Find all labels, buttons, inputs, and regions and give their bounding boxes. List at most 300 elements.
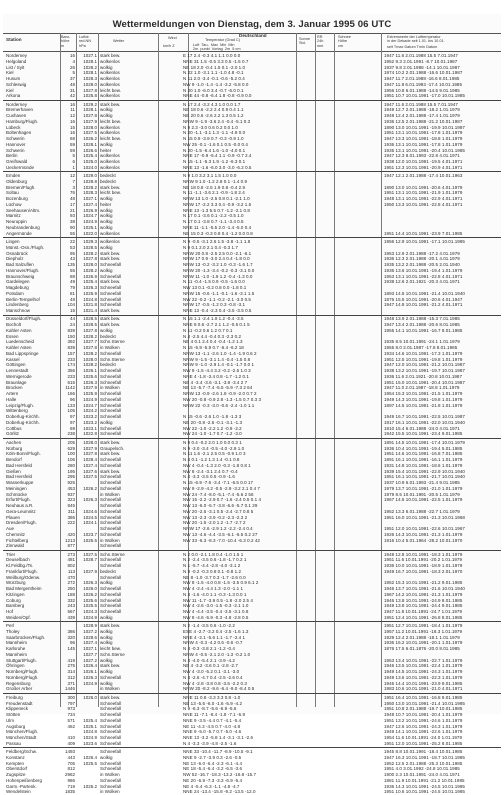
pressure-value: 1028.2 — [83, 350, 97, 356]
temperature-extremes: 1948 12.8 10.01.1991 -18.3 1.01.1979 — [384, 551, 463, 557]
measurement-values: NNW 9 1.0 -1.2 2.8 0.1 -1.4 0.9 — [183, 178, 248, 184]
temperature-extremes: 1936 10.4 10.01.1991 -19.4 5.01.1985 — [384, 445, 463, 451]
pressure-value: 1027.8 — [83, 345, 97, 351]
measurement-values: E 17 2.4 -0.3 4.1 1.1 0.0 0.0 — [183, 53, 241, 58]
baro-height: 419 — [67, 657, 75, 663]
station-name: Norderney — [6, 53, 28, 58]
pressure-value: 1026.0 — [83, 586, 97, 592]
station-name: München/Flugh. — [6, 729, 39, 735]
pressure-value: 1024.3 — [83, 609, 97, 615]
weather-condition: Schneefall — [100, 574, 122, 580]
temperature-extremes: 1946 13.8 10.01.1991 -24.9 8.01.1985 — [384, 597, 463, 603]
station-name: Gießen — [6, 468, 21, 474]
temperature-extremes: 1939 15.4 10.01.1991 -22.9 10.01.1940 — [384, 468, 465, 474]
weather-condition: wolkig — [100, 640, 113, 646]
baro-height: 188 — [67, 591, 75, 597]
pressure-value: 1027.2 — [83, 628, 97, 634]
weather-condition: Schneefall — [100, 497, 122, 503]
pressure-value: 1028.1 — [83, 58, 97, 64]
pressure-value: 1026.3 — [83, 379, 97, 385]
temperature-extremes: 1951 16.1 10.01.1991 -21.7 10.01.1940 — [384, 474, 465, 480]
measurement-values: NE 20 0.6 -2.6 2.2 1.3 0.5 1.2 — [183, 113, 244, 119]
measurement-values: NNW 9 -1.0 -2.9 1.4 -0.1 -1.7 0.0 1 — [183, 362, 255, 368]
temperature-extremes: 1926 14.3 10.01.1991 -21.3 1.01.1979 — [384, 531, 463, 537]
pressure-value: 1028.2 — [83, 267, 97, 273]
station-name: Wasserkuppe — [6, 480, 34, 485]
temperature-extremes: 1951 12.3 10.01.1991 -20.9 4.01.1971 — [384, 164, 463, 170]
baro-height: 22 — [69, 239, 75, 245]
baro-height: 439 — [67, 614, 75, 620]
baro-height: 166 — [67, 391, 75, 397]
measurement-values: N 15 1.1 -2.4 1.9 1.2 -0.4 -3.5 — [183, 316, 244, 322]
baro-height: 719 — [67, 783, 75, 789]
baro-height: 15 — [69, 124, 75, 130]
measurement-values: N 11 2.0 -3.4 -0.1 -0.6 -5.2 0.4 — [183, 76, 245, 81]
temperature-extremes: 1936 13.1 10.01.1991 -17.8 1.01.1979 — [384, 141, 463, 147]
weather-condition: stark bew. — [100, 316, 121, 322]
pressure-value: 1022.8 — [83, 431, 97, 437]
temperature-extremes: 1952 15.3 10.01.1991 -21.2 9.01.1985 — [384, 580, 463, 586]
baro-height: 845 — [67, 503, 75, 508]
station-name: Hamburg/Flugh. — [6, 118, 39, 124]
temperature-extremes: 1946 13.5 10.01.1991 -22.4 1.01.1979 — [384, 663, 463, 669]
weather-report-page — [3, 14, 501, 795]
measurement-values: N 9 1.0 3.2 3.1 1.5 1.0 0.0 — [183, 173, 237, 179]
temperature-extremes: 1881 11.9 10.01.1991 -21.2 10.01.1985 — [384, 777, 465, 783]
pressure-value: 1025.4 — [83, 153, 97, 159]
measurement-values: N 20 1.0 -6.0 3.4 -0.7 -6.0 0.1 — [183, 87, 244, 93]
pressure-value: 1027.8 — [83, 327, 97, 333]
baro-height: 243 — [67, 603, 75, 609]
temperature-extremes: 1947 11.7 2.01.1988 -16.6 8.01.1985 — [384, 76, 460, 81]
weather-condition: Schneefall — [100, 290, 122, 296]
station-name: Dresden/Flugh. — [6, 520, 37, 526]
station-name: Karlsruhe — [6, 646, 26, 652]
baro-height: 802 — [67, 563, 75, 569]
measurement-values: NE 20 -6.9 -7.3 -3.3 -6.9 -5.4 — [183, 777, 243, 783]
pressure-value: 1025.9 — [83, 290, 97, 296]
temperature-extremes: 1951 16.4 10.01.1991 -16.8 9.01.1985 — [384, 694, 463, 700]
pressure-value: 1025.4 — [83, 717, 97, 723]
weather-condition: wolkig — [100, 107, 113, 113]
table-row — [3, 93, 501, 99]
temperature-extremes: 1935 13.2 2.01.1988 -20.5 2.01.1940 — [384, 262, 460, 268]
station-name: Konstanz — [6, 754, 25, 760]
measurement-values: NNE 13 -3.2 -5.8 1.4 -3.1 -3.1 -2.6 — [183, 735, 254, 741]
baro-height: 250 — [67, 586, 75, 592]
station-name: Tholey — [6, 628, 20, 634]
station-name: Neuruppin — [6, 219, 27, 225]
measurement-values: NW 13 -2.3 -3.9 -0.2 -2.3 -2.3 2 — [183, 514, 248, 520]
table-row — [3, 615, 501, 621]
temperature-extremes: 1967 14.5 10.01.1991 -22.5 1.01.1979 — [384, 497, 463, 503]
pressure-value: 1022.0 — [83, 230, 97, 236]
measurement-values: NE 4 -3.4 -3.6 -3.1 -3.9 -3.4 2 7 — [183, 379, 248, 385]
weather-condition: stark bew. — [100, 184, 121, 190]
station-name: Schwerin — [6, 147, 25, 153]
temperature-extremes: 1948 13.1 10.01.1991 -22.9 4.01.1971 — [384, 196, 463, 202]
measurement-values: NW 9 -2.9 -4.2 -0.5 -2.9 -3.2 2.1 0.4 7 — [183, 485, 260, 491]
measurement-values: NNW 17 -0.5 -1.2 0.3 -0.8 -3.1 — [183, 302, 246, 308]
measurement-values: NNW 20 -8.2 -9.6 -6.4 -9.0 -8.4 0.5 — [183, 686, 255, 692]
station-name: Weilburg/Odenw. — [6, 574, 41, 580]
weather-condition: Schneefall — [100, 729, 122, 735]
weather-condition: Schneefall — [100, 431, 122, 437]
measurement-values: NNE 31 1.5 -0.5 3.3 0.5 -1.5 0.7 — [183, 58, 249, 64]
pressure-value: 1027.6 — [83, 468, 97, 474]
pressure-value: 1025.9 — [83, 391, 97, 397]
station-name: Würzburg — [6, 580, 26, 586]
weather-condition: Schneefall — [100, 391, 122, 397]
station-name: Boltenhagen — [6, 130, 32, 136]
pressure-value: 1025.4 — [83, 279, 97, 285]
station-name: Fichtelberg — [6, 537, 29, 543]
measurement-values: N 4 -1.6 -4.0 1.1 -0.3 -1.3 0.0 1 — [183, 591, 247, 597]
temperature-extremes: 1917 16.1 10.01.1991 -22.0 10.01.1940 — [384, 419, 465, 425]
measurement-values: NE 20 -0.8 -2.6 -0.1 -3.1 -1.3 — [183, 419, 243, 425]
baro-height: 332 — [67, 597, 75, 603]
station-name: Trier — [6, 551, 16, 557]
baro-height: 90 — [69, 224, 75, 230]
baro-height: 567 — [67, 609, 75, 615]
pressure-value: 1028.6 — [83, 634, 97, 640]
pressure-value: 1024.7 — [83, 402, 97, 408]
measurement-values: NW 4 -2.8 -3.8 0.8 -3.5 -2.2 0.3 — [183, 680, 247, 686]
pressure-value: 1021.4 — [83, 308, 97, 314]
measurement-values: NW 9 -1.5 -4.4 3.2 -0.2 -2.5 1.0 3 — [183, 368, 251, 374]
pressure-value: 1026.0 — [83, 694, 97, 700]
pressure-value: 1028.2 — [83, 362, 97, 368]
baro-height: 37 — [69, 76, 75, 81]
weather-condition: bedeckt — [100, 362, 116, 368]
pressure-value: 1025.8 — [83, 93, 97, 99]
station-name: Gera-Leumnitz — [6, 508, 36, 514]
temperature-extremes: 1935 8.5 10.01.1991 -24.1 1.01.1979 — [384, 339, 460, 345]
station-name: Nürnberg/Flugh. — [6, 674, 39, 680]
measurement-values: N 1 -5.7 -4.4 -2.8 -4.0 -3.1 2 — [183, 563, 241, 569]
header-precip: RR 24h mm — [317, 35, 324, 48]
measurement-values: NNW 11 -1.0 -1.9 1.2 -0.4 -1.3 0.0 — [183, 273, 253, 279]
station-name: Bad Salzuflen — [6, 262, 34, 268]
temperature-extremes: 1936 11.6 2.01.1921 -20.8 10.01.1987 — [384, 373, 463, 379]
station-name: Kahler Asten — [6, 345, 32, 351]
pressure-value: 1026.1 — [83, 368, 97, 374]
station-name: Doberlug-Kirchh. — [6, 414, 40, 420]
baro-height: 4 — [72, 58, 75, 64]
weather-condition: wolkenlos — [100, 81, 120, 87]
weather-condition: Schneefall — [100, 520, 122, 526]
measurement-values: N 9 0.1 2.0 2.1 0.4 -0.3 1.7 — [183, 244, 238, 250]
baro-height: 386 — [67, 514, 75, 520]
weather-condition: Schn.Sterne — [100, 651, 125, 657]
station-name: Bremerhaven — [6, 107, 34, 113]
weather-condition: Schneefall — [100, 586, 122, 592]
weather-condition: bedeckt — [100, 568, 116, 574]
baro-height: 470 — [67, 574, 75, 580]
measurement-values: N 2 -1.4 -3.5 0.6 -1.0 -2.2 — [183, 623, 235, 629]
station-name: Perl — [6, 623, 15, 629]
measurement-values: NNW 13 -0.2 -3.2 1.0 -0.3 -1.6 1.7 — [183, 262, 253, 268]
weather-condition: stark bew. — [100, 322, 121, 328]
baro-height: 16 — [69, 53, 75, 58]
pressure-value: 1028.5 — [83, 316, 97, 322]
temperature-extremes: 1934 14.6 10.01.1991 -17.3 1.01.1979 — [384, 350, 463, 356]
baro-height: 453 — [67, 485, 75, 491]
station-name: Lübeck — [6, 124, 21, 130]
baro-height: 48 — [69, 196, 75, 202]
weather-condition: wolkig — [100, 196, 113, 202]
baro-height: 273 — [67, 551, 75, 557]
station-name: Saarbrücken/Flugh. — [6, 634, 46, 640]
baro-height: 11 — [70, 107, 75, 113]
weather-condition: Schneefall — [100, 408, 122, 414]
weather-condition: leicht bew. — [100, 136, 122, 142]
pressure-value: 1024.9 — [83, 396, 97, 402]
weather-condition: wolkig — [100, 628, 113, 634]
station-name: Görlitz — [6, 431, 20, 437]
weather-condition: wolkenlos — [100, 153, 120, 159]
temperature-extremes: 1890 13.0 10.01.1991 -20.6 4.01.1979 — [384, 184, 463, 190]
temperature-extremes: 1949 16.7 10.01.1991 -22.5 10.01.1987 — [384, 414, 465, 420]
baro-height: 1446 — [64, 686, 75, 692]
temperature-extremes: 1951 12.7 10.01.1991 -18.4 1.01.1979 — [384, 623, 463, 629]
pressure-value: 1024.2 — [83, 408, 97, 414]
measurement-values: N 9 -3.0 -3.4 -0.5 -4.0 -2.9 1.0 — [183, 445, 245, 451]
report-title: Wettermeldungen von Dienstag, dem 3. Januar 1995 06 UTC — [112, 19, 392, 30]
weather-condition: stark bew. — [100, 256, 121, 262]
measurement-values: NE 4 0.1 2.4 0.4 -0.4 -1.2 1.3 — [183, 339, 243, 345]
temperature-extremes: 1949 13.6 10.01.1991 -22.3 1.01.1979 — [384, 674, 463, 680]
temperature-extremes: 1951 11.6 10.01.1991 -20.2 1.01.1979 — [384, 557, 463, 563]
pressure-value: 1025.5 — [83, 603, 97, 609]
station-name: Schwerin — [6, 136, 25, 142]
station-name: List / Sylt — [6, 64, 25, 70]
temperature-extremes: 1951 13.2 10.01.1991 -24.6 1.01.1979 — [384, 717, 463, 723]
weather-condition: stark bew. — [100, 694, 121, 700]
header-baro-height: Baro- höhe m — [61, 35, 71, 48]
measurement-values: NNW 9 -1.5 -3.1 1.4 -0.4 -1.5 0.8 — [183, 356, 251, 362]
pressure-value: 1024.5 — [83, 514, 97, 520]
weather-condition: stark bew. — [100, 279, 121, 285]
weather-condition: wolkig — [100, 141, 113, 147]
measurement-values: NNW 13 -0.9 -2.6 1.8 -0.9 -2.0 0.7 2 — [183, 391, 257, 397]
weather-condition: wolkenlos — [100, 239, 120, 245]
baro-height: 150 — [67, 333, 75, 339]
station-name: Braunlage — [6, 379, 27, 385]
baro-height: 238 — [67, 431, 75, 437]
temperature-extremes: 1942 15.5 10.01.1991 -23.4 9.01.1985 — [384, 431, 463, 437]
temperature-extremes: 1936 12.3 2.01.1988 -20.1 4.01.1979 — [384, 256, 460, 262]
pressure-value: 1028.0 — [83, 439, 97, 445]
pressure-value: 1029.3 — [83, 239, 97, 245]
pressure-value: 1026.9 — [83, 273, 97, 279]
station-name: Nürnberg/Flugh. — [6, 669, 39, 675]
station-name: Düsseldorf/Flugh. — [6, 316, 42, 322]
measurement-values: NNW 13 1.0 -2.5 0.8 0.1 -2.1 1.0 — [183, 196, 250, 202]
measurement-values: NW 9 -1.0 -1.4 -1.4 -3.2 -5.8 0.0 — [183, 81, 249, 87]
measurement-values: NW 20 -1.5 -2.0 1.2 -1.7 -2.7 2 — [183, 520, 246, 526]
table-row — [3, 165, 501, 171]
measurement-values: NNW 13 -1.1 -2.6 1.0 -1.4 -1.9 0.6 2 — [183, 350, 257, 356]
pressure-value: 1025.0 — [83, 159, 97, 165]
weather-condition: in Wolken — [100, 385, 120, 391]
baro-height: 272 — [67, 580, 75, 586]
station-name: Norderney — [6, 101, 28, 107]
weather-condition: in Wolken — [100, 537, 120, 543]
measurement-values: ESE 4 -2.7 -3.2 0.4 -2.5 -1.6 1.3 — [183, 628, 249, 634]
pressure-value: 1027.8 — [83, 451, 97, 457]
pressure-value: 1028.0 — [83, 356, 97, 362]
temperature-extremes: 1946 13.7 10.01.1991 -21.6 10.01.1940 — [384, 586, 465, 592]
station-name: Essen — [6, 333, 19, 339]
header-bottom-rule — [3, 51, 501, 52]
station-name: Cuxhaven — [6, 113, 27, 119]
station-name: Leipzig/Flugh. — [6, 402, 35, 408]
station-name: Bendorf — [6, 457, 22, 462]
baro-height: 986 — [67, 777, 75, 783]
temperature-extremes: 1950 13.3 10.01.1991 -22.8 4.01.1971 — [384, 201, 463, 207]
measurement-values: N 8 -0.2 -0.3 0.8 0.1 -0.8 1.2 — [183, 568, 242, 574]
measurement-values: NNW 15 -0.6 -1.1 -0.1 -1.6 -3.1 1.5 — [183, 290, 255, 296]
weather-condition: Schneefall — [100, 603, 122, 609]
measurement-values: N 17 0.1 -3.8 0.7 -1.1 -3.4 0.5 — [183, 219, 244, 225]
weather-condition: Schneefall — [100, 760, 122, 766]
header-snow: Schnee Höhe cm — [338, 35, 351, 48]
weather-condition: Schneefall — [100, 302, 122, 308]
station-name: Oberstdorf — [6, 766, 28, 772]
temperature-extremes: 1947 11.6 2.01.1988 15.5 7.01.1947 — [384, 101, 458, 107]
header-pressure: Luftdr. red.NN hPa — [79, 35, 92, 48]
temperature-extremes: 1948 10.7 10.01.1991 -20.4 1.01.1979 — [384, 712, 463, 718]
baro-height: 571 — [67, 717, 75, 723]
temperature-extremes: 1974 10.2 2.01.1988 -16.6 10.01.1987 — [384, 70, 463, 76]
weather-condition: wolkig — [100, 213, 113, 219]
temperature-extremes: 1893 14.5 10.01.1991 -21.4 10.01.1940 — [384, 290, 465, 296]
measurement-values: N 15 -6.9 -7.6 -3.4 -7.1 -6.5 0.0 17 — [183, 480, 254, 485]
station-name: Osnabrück — [6, 250, 28, 256]
pressure-value: 1026.2 — [83, 591, 97, 597]
station-name: Weiden/Opf. — [6, 614, 31, 620]
pressure-value: 1026.2 — [83, 136, 97, 142]
temperature-extremes: 1951 13.1 10.01.1991 -17.8 1.01.1979 — [384, 130, 463, 136]
pressure-value: 1024.1 — [83, 520, 97, 526]
measurement-values: NNE 11 0.8 -3.3 3.3 0.8 -1.0 — [183, 694, 241, 700]
baro-height: 1142 — [65, 385, 75, 391]
weather-condition: wolkig — [100, 327, 113, 333]
temperature-extremes: 1951 10.6 10.01.1991 -24.5 10.01.1985 — [384, 789, 465, 795]
pressure-value: 1025.1 — [83, 723, 97, 729]
station-name: Greifswald — [6, 159, 28, 165]
pressure-value: 1024.9 — [83, 735, 97, 741]
station-name: Helgoland — [6, 58, 27, 64]
temperature-extremes: 1938 12.6 2.01.1921 -20.3 4.01.1971 — [384, 279, 460, 285]
measurement-values: N 15 -0.6 -2.6 1.0 -1.8 -1.3 3 — [183, 414, 242, 420]
weather-condition: Schneefall — [100, 706, 122, 712]
pressure-value: 1029.0 — [83, 173, 97, 179]
pressure-value: 1028.0 — [83, 81, 97, 87]
station-name: Husum — [6, 76, 21, 81]
weather-condition: Schneefall — [100, 368, 122, 374]
pressure-value: 1028.3 — [83, 76, 97, 81]
measurement-values: N 17 2.4 -3.2 4.3 1.0 0.0 1.7 — [183, 101, 241, 107]
station-name: Göttingen — [6, 362, 26, 368]
station-name: Wendelstein — [6, 789, 31, 795]
baro-height: 797 — [67, 700, 75, 706]
station-name: Braunschweig — [6, 273, 35, 279]
pressure-value: 1026.2 — [83, 485, 97, 491]
baro-height: 174 — [67, 362, 75, 368]
station-name: Mannheim — [6, 651, 28, 657]
baro-height: 100 — [67, 451, 75, 457]
temperature-extremes: 1936 10.0 10.01.1991 -18.9 1.01.1979 — [384, 563, 463, 569]
temperature-extremes: 1900 2.3 10.01.1991 -24.0 4.01.1971 — [384, 772, 460, 778]
baro-height: 386 — [67, 628, 75, 634]
pressure-value: 1024.0 — [83, 164, 97, 170]
weather-condition: Schneefall — [100, 379, 122, 385]
weather-condition: Schn.Sterne — [100, 339, 125, 345]
weather-condition: Schneefall — [100, 597, 122, 603]
baro-height: 320 — [67, 634, 75, 640]
measurement-values: N 9 0.4 -0.2 2.0 1.0 0.0 0.3 1 — [183, 439, 242, 445]
baro-height: 314 — [67, 669, 75, 675]
baro-height: 2962 — [64, 772, 75, 778]
measurement-values: N 4 -2.6 -4.7 0.4 -2.5 -2.6 0.4 — [183, 674, 243, 680]
measurement-values: NNE 17 -0.9 -6.4 1.1 -0.9 -0.7 2.4 — [183, 153, 252, 159]
weather-condition: wolkenlos — [100, 164, 120, 170]
measurement-values: NNE 4 -2.1 -5.6 1.1 -1.7 -2.4 1 — [183, 634, 246, 640]
baro-height: 16 — [69, 130, 75, 136]
baro-height: 31 — [69, 87, 75, 93]
temperature-extremes: 1947 11.8 6.01.1993 -17.4 10.01.1985 — [384, 81, 463, 87]
baro-height: 17 — [69, 201, 75, 207]
station-name: Schleswig — [6, 81, 27, 87]
measurement-values: NE 4 -3.2 -3.6 0.1 -2.8 -2.7 — [183, 663, 238, 669]
baro-height: 481 — [67, 557, 75, 563]
temperature-extremes: 1951 16.0 10.01.1991 -21.3 10.01.1968 — [384, 514, 465, 520]
temperature-extremes: 1953 13.4 10.01.1991 -22.7 1.01.1979 — [384, 657, 463, 663]
baro-height: 420 — [67, 531, 75, 537]
station-name: Lennestadt — [6, 368, 29, 374]
temperature-extremes: 1947 11.6 2.01.1988 15.5 7.01.1947 — [384, 53, 458, 58]
measurement-values: NW 20 -0.8 -0.9 2.8 -1.3 -1.5 0.7 0.3 3 — [183, 396, 261, 402]
measurement-values: NE 13 -5.6 -6.0 -1.6 -5.9 -4.2 — [183, 700, 243, 706]
measurement-values: NNW 17 -2.6 -2.9 1.2 -2.2 -2.4 0.4 — [183, 526, 253, 531]
baro-height: 839 — [67, 327, 75, 333]
temperature-extremes: 1951 10.7 10.01.1991 -17.0 10.01.1985 — [384, 93, 465, 99]
measurement-values: NNW 17 -2.2 3.3 0.4 -0.9 -3.2 1.5 — [183, 201, 252, 207]
measurement-values: N 9 -0.5 -3.1 2.6 1.5 -3.8 -1.1 1.8 — [183, 239, 251, 245]
temperature-extremes: 1950 13.0 10.01.1991 -21.4 10.01.1985 — [384, 700, 465, 706]
pressure-value: 1028.0 — [83, 124, 97, 130]
baro-height: 629 — [67, 445, 75, 451]
baro-height: 16 — [69, 101, 75, 107]
weather-condition: Schn.Sterne — [100, 551, 125, 557]
baro-height: 93 — [69, 213, 75, 219]
measurement-values: NE 4 -5.4 -6.3 -1.1 -4.8 -4.7 — [183, 783, 240, 789]
pressure-value: 1023.7 — [83, 531, 97, 537]
baro-height: 323 — [67, 497, 75, 503]
measurement-values: NW 20 -2.5 -3.1 0.5 -2.4 -2.7 0.8 5 — [183, 508, 254, 514]
header-wind: Wind — [168, 36, 177, 40]
pressure-value: 1026.4 — [83, 754, 97, 760]
temperature-extremes: 1983 10.6 10.01.1991 -21.0 4.01.1971 — [384, 686, 463, 692]
weather-condition: Schneefall — [100, 526, 122, 531]
weather-condition: bedeckt — [100, 178, 116, 184]
station-name: Lindenberg — [6, 302, 29, 308]
pressure-value: 1024.9 — [83, 219, 97, 225]
baro-height: 96 — [69, 640, 75, 646]
weather-condition: in Wolken — [100, 789, 120, 795]
